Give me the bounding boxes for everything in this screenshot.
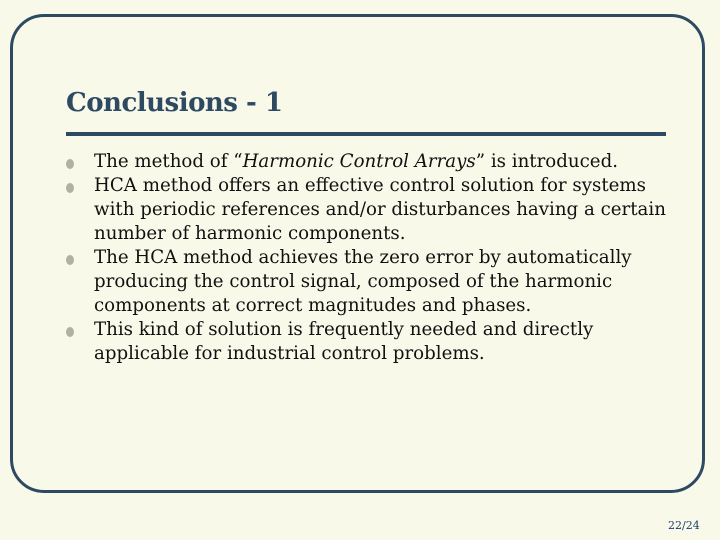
bullet-item [66, 246, 666, 318]
bullet-item [66, 174, 666, 246]
bullet-text: This kind of solution is frequently needed and directly applicable for industrial control problems. [94, 319, 594, 364]
bullet-text: HCA method offers an effective control solution for systems with periodic references and/or disturbances having a certain number of harmonic components. [94, 175, 666, 244]
bullet-text-pre: The method of “ [94, 151, 243, 172]
title-divider [66, 132, 666, 136]
bullet-text-post: ” is introduced. [475, 151, 618, 172]
bullet-item [66, 150, 666, 174]
bullet-icon [66, 159, 74, 169]
bullet-icon [66, 327, 74, 337]
bullet-icon [66, 255, 74, 265]
bullet-text: The HCA method achieves the zero error by automatically producing the control signal, composed of the harmonic components at correct magnitudes and phases. [94, 247, 632, 316]
page-number: 22/24 [668, 519, 700, 532]
bullet-list [66, 150, 666, 366]
bullet-item [66, 318, 666, 366]
bullet-text-emphasis: Harmonic Control Arrays [242, 151, 476, 172]
slide-title: Conclusions - 1 [66, 88, 283, 118]
bullet-icon [66, 183, 74, 193]
